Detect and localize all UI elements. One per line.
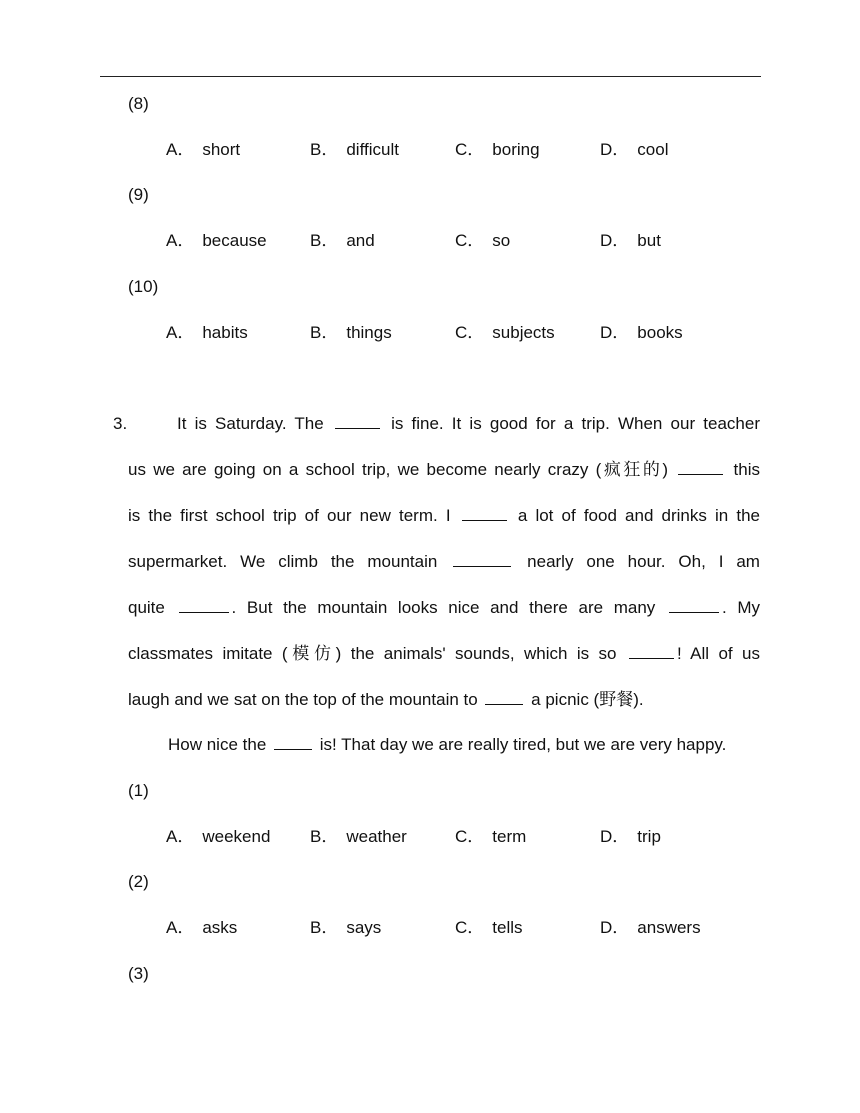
- option-letter: B．: [310, 827, 339, 846]
- chinese-gloss: 疯狂的: [601, 460, 663, 480]
- option-letter: B．: [310, 323, 339, 342]
- option-text: but: [637, 231, 661, 250]
- answer-blank: [678, 460, 723, 475]
- passage-text: a picnic (: [531, 690, 600, 709]
- passage-text: us we are going on a school trip, we become nearly crazy (: [128, 460, 602, 479]
- option-text: boring: [492, 140, 540, 159]
- option-letter: A．: [166, 231, 195, 250]
- answer-blank: [274, 735, 312, 750]
- option-text: so: [492, 231, 511, 250]
- option-text: weekend: [202, 827, 271, 846]
- passage-line: [168, 734, 764, 756]
- answer-blank: [669, 598, 719, 613]
- option-d: [600, 826, 661, 848]
- option-b: [310, 230, 375, 252]
- option-letter: D．: [600, 231, 630, 250]
- option-letter: D．: [600, 140, 630, 159]
- passage-text: a lot of food and drinks in the: [517, 506, 760, 525]
- option-letter: A．: [166, 140, 195, 159]
- answer-blank: [453, 552, 511, 567]
- passage-text: It is Saturday. The: [177, 414, 324, 433]
- question-number: (8): [128, 94, 149, 113]
- answer-blank: [485, 690, 523, 705]
- chinese-gloss: 模仿: [287, 644, 336, 664]
- passage-text: supermarket. We climb the mountain: [128, 552, 438, 571]
- question-number: (10): [128, 277, 159, 296]
- option-text: trip: [637, 827, 661, 846]
- option-a: [166, 826, 270, 848]
- passage-text: laugh and we sat on the top of the mountain to: [128, 690, 478, 709]
- option-letter: C．: [455, 323, 485, 342]
- option-letter: D．: [600, 323, 630, 342]
- passage-text: How nice the: [168, 735, 267, 754]
- option-letter: A．: [166, 827, 195, 846]
- option-text: things: [346, 323, 392, 342]
- option-text: habits: [202, 323, 248, 342]
- option-c: [455, 230, 510, 252]
- passage-line: [128, 459, 760, 481]
- passage-text: ): [662, 460, 669, 479]
- option-text: and: [346, 231, 375, 250]
- option-letter: C．: [455, 231, 485, 250]
- answer-blank: [179, 598, 229, 613]
- option-a: [166, 139, 240, 161]
- option-d: [600, 322, 683, 344]
- option-letter: C．: [455, 827, 485, 846]
- passage-text: ).: [633, 690, 644, 709]
- option-letter: B．: [310, 231, 339, 250]
- option-letter: D．: [600, 827, 630, 846]
- question-number: (1): [128, 781, 149, 800]
- option-d: [600, 917, 701, 939]
- passage-text: ) the animals' sounds, which is so: [335, 644, 617, 663]
- option-a: [166, 230, 267, 252]
- option-text: asks: [202, 918, 238, 937]
- question-number: (9): [128, 185, 149, 204]
- passage-line: [177, 413, 760, 435]
- option-c: [455, 917, 523, 939]
- option-b: [310, 826, 407, 848]
- option-d: [600, 139, 668, 161]
- option-text: says: [346, 918, 382, 937]
- passage-text: is! That day we are really tired, but we are very happy.: [319, 735, 727, 754]
- option-letter: B．: [310, 918, 339, 937]
- answer-blank: [629, 644, 674, 659]
- chinese-gloss: 野餐: [599, 690, 634, 710]
- option-c: [455, 139, 540, 161]
- passage-text: . But the mountain looks nice and there are many: [231, 598, 656, 617]
- option-letter: C．: [455, 140, 485, 159]
- option-text: difficult: [346, 140, 399, 159]
- option-a: [166, 917, 237, 939]
- passage-line: [128, 689, 760, 711]
- option-letter: B．: [310, 140, 339, 159]
- option-text: because: [202, 231, 267, 250]
- question-number: (2): [128, 872, 149, 891]
- passage-text: classmates imitate (: [128, 644, 288, 663]
- passage-line: [128, 551, 760, 573]
- option-d: [600, 230, 661, 252]
- answer-blank: [335, 414, 380, 429]
- option-c: [455, 826, 526, 848]
- passage-text: quite: [128, 598, 165, 617]
- option-c: [455, 322, 555, 344]
- option-text: answers: [637, 918, 701, 937]
- option-letter: D．: [600, 918, 630, 937]
- passage-line: [128, 505, 760, 527]
- passage-text: this: [733, 460, 761, 479]
- option-letter: C．: [455, 918, 485, 937]
- passage-text: nearly one hour. Oh, I am: [527, 552, 760, 571]
- option-text: weather: [346, 827, 407, 846]
- passage-line: [128, 643, 760, 665]
- passage-text: is the first school trip of our new term. I: [128, 506, 451, 525]
- option-text: short: [202, 140, 241, 159]
- option-letter: A．: [166, 918, 195, 937]
- option-text: tells: [492, 918, 523, 937]
- passage-line: [128, 597, 760, 619]
- passage-text: is fine. It is good for a trip. When our teacher: [391, 414, 760, 433]
- option-text: subjects: [492, 323, 555, 342]
- option-b: [310, 322, 392, 344]
- option-letter: A．: [166, 323, 195, 342]
- option-text: books: [637, 323, 683, 342]
- answer-blank: [462, 506, 507, 521]
- option-text: cool: [637, 140, 669, 159]
- passage-number: 3.: [113, 414, 128, 433]
- passage-text: ! All of us: [676, 644, 760, 663]
- option-a: [166, 322, 248, 344]
- option-b: [310, 917, 381, 939]
- header-rule: [100, 76, 761, 77]
- question-number: (3): [128, 964, 149, 983]
- option-b: [310, 139, 399, 161]
- option-text: term: [492, 827, 527, 846]
- passage-text: . My: [721, 598, 760, 617]
